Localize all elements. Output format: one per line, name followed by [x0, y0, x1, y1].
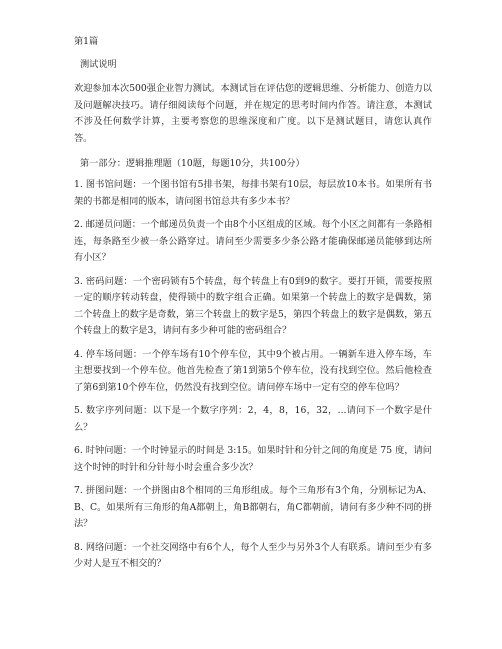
question-7: [74, 483, 432, 533]
intro-paragraph: 欢迎参加本次500强企业智力测试。本测试旨在评估您的逻辑思维、分析能力、创造力以及问题解决技巧。请仔细阅读每个问题，并在规定的思考时间内作答。请注意，本测试不涉及任何数学计算，主要考察您的思维深度和广度。以下是测试题目，请您认真作答。: [74, 83, 432, 144]
question-4: [74, 347, 432, 397]
question-2: [74, 217, 432, 267]
question-number: 7.: [74, 485, 83, 496]
document-title: 第1篇: [74, 36, 99, 47]
question-number: 4.: [74, 348, 83, 360]
question-number: 2.: [74, 219, 83, 230]
question-1: [74, 177, 432, 210]
question-text: 邮递员问题：一个邮递员负责一个由8个小区组成的区域。每个小区之间都有一条路相连，每条路至少被一条公路穿过。请问至少需要多少条公路才能确保邮递员能够到达所有小区？: [74, 219, 433, 263]
question-number: 5.: [74, 405, 83, 416]
question-number: 3.: [74, 275, 83, 287]
question-number: 6.: [74, 445, 83, 456]
question-3: [74, 274, 432, 340]
question-text: 停车场问题：一个停车场有10个停车位，其中9个被占用。一辆新车进入停车场，车主想要找到一个停车位。他首先检查了第1到第5个停车位，没有找到空位。然后他检查了第6到第10个停车位，仍然没有找到空位。请问停车场中一定有空的停车位吗？: [74, 348, 432, 393]
question-text: 时钟问题：一个时钟显示的时间是 3:15。如果时针和分针之间的角度是 75 度，请问这个时钟的时针和分针每小时会重合多少次？: [74, 445, 432, 473]
question-text: 拼图问题：一个拼图由8个相同的三角形组成。每个三角形有3个角，分别标记为A、B、C。如果所有三角形的角A都朝上，角B都朝右，角C都朝前，请问有多少种不同的拼法？: [74, 485, 432, 529]
part-title: 第一部分：逻辑推理题（10题，每题10分，共100分）: [80, 158, 305, 169]
section-title: 测试说明: [80, 59, 117, 70]
question-number: 8.: [74, 541, 83, 553]
question-6: [74, 443, 432, 476]
question-text: 网络问题：一个社交网络中有6个人，每个人至少与另外3个人有联系。请问至少有多少对人是互不相交的？: [74, 541, 432, 569]
question-text: 数字序列问题：以下是一个数字序列：2，4，8，16，32，...请问下一个数字是什么？: [74, 405, 432, 433]
question-text: 图书馆问题：一个图书馆有5排书架，每排书架有10层，每层放10本书。如果所有书架的书都是相同的版本，请问图书馆总共有多少本书？: [74, 179, 433, 207]
question-5: [74, 403, 432, 436]
question-number: 1.: [74, 179, 83, 190]
question-8: [74, 540, 432, 573]
question-text: 密码问题：一个密码锁有5个转盘，每个转盘上有0到9的数字。要打开锁，需要按照一定的顺序转动转盘，使得锁中的数字组合正确。如果第一个转盘上的数字是偶数，第二个转盘上的数字是奇数，第三个转盘上的数字是5，第四个转盘上的数字是偶数，第五个转盘上的数字是3，请问有多少种可能的密码组合？: [74, 275, 433, 336]
